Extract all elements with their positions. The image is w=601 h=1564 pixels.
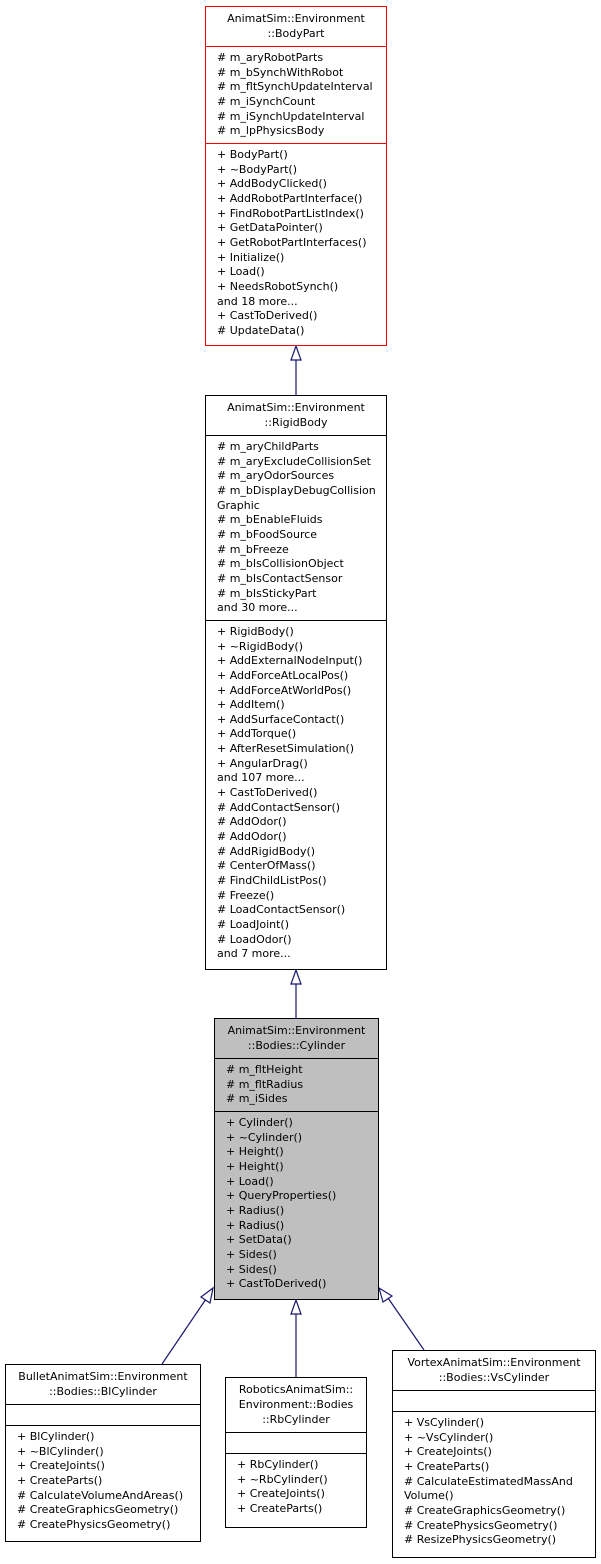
method[interactable]: + FindRobotPartListIndex() (217, 206, 364, 220)
method[interactable]: + CreateParts() (17, 1473, 103, 1487)
class-rbcylinder-methods (226, 1453, 366, 1521)
title-line: ::Bodies::VsCylinder (438, 1371, 550, 1384)
method[interactable]: # LoadContactSensor() (217, 903, 346, 917)
attribute[interactable]: # m_aryExcludeCollisionSet (217, 454, 371, 468)
method[interactable]: + VsCylinder() (404, 1416, 485, 1429)
attribute[interactable]: # m_bEnableFluids (217, 513, 323, 527)
class-bodypart-attributes (206, 46, 386, 143)
more-link[interactable]: and 107 more... (217, 771, 305, 785)
class-vscylinder-methods (393, 1411, 595, 1552)
title-line: Environment::Bodies (238, 1398, 354, 1411)
method[interactable]: + CreateParts() (237, 1501, 323, 1515)
more-link[interactable]: and 7 more... (217, 947, 291, 961)
class-rigidbody-attributes (206, 435, 386, 620)
method[interactable]: # CreateGraphicsGeometry() (17, 1503, 179, 1517)
class-bodypart-methods (206, 143, 386, 343)
method[interactable]: # LoadJoint() (217, 918, 289, 931)
edge-vscylinder-cylinder (388, 1298, 424, 1350)
method[interactable]: + CreateJoints() (237, 1487, 325, 1501)
method[interactable]: # LoadOdor() (217, 932, 292, 946)
attribute: # m_fltRadius (226, 1077, 304, 1091)
attribute[interactable]: # m_bIsCollisionObject (217, 557, 344, 571)
method: + CastToDerived() (226, 1277, 327, 1291)
attribute[interactable]: # m_fltSynchUpdateInterval (217, 80, 373, 94)
method[interactable]: + AddSurfaceContact() (217, 712, 345, 726)
attribute[interactable]: # m_iSynchCount (217, 94, 316, 108)
attribute[interactable]: # m_aryChildParts (217, 440, 319, 453)
method[interactable]: + CreateParts() (404, 1459, 490, 1473)
class-cylinder (214, 1018, 379, 1300)
class-rigidbody-title (206, 396, 386, 435)
title-line: BulletAnimatSim::Environment (18, 1370, 188, 1383)
method[interactable]: + NeedsRobotSynch() (217, 279, 339, 293)
attribute[interactable]: # m_bSynchWithRobot (217, 65, 344, 79)
class-rigidbody-methods (206, 620, 386, 966)
class-rbcylinder-title (226, 1378, 366, 1432)
attribute[interactable]: # m_iSynchUpdateInterval (217, 109, 365, 123)
attribute[interactable]: # m_bFreeze (217, 542, 289, 556)
method: + Sides() (226, 1262, 277, 1276)
method[interactable]: + ~RigidBody() (217, 639, 304, 653)
class-blcylinder-attributes (6, 1404, 200, 1425)
class-blcylinder-methods (6, 1425, 200, 1537)
method: + Radius() (226, 1218, 285, 1232)
method: + SetData() (226, 1233, 292, 1247)
method[interactable]: # CenterOfMass() (217, 859, 316, 873)
method[interactable]: + CreateJoints() (404, 1445, 492, 1459)
edge-blcylinder-cylinder (162, 1299, 206, 1364)
method[interactable]: + ~RbCylinder() (237, 1472, 328, 1486)
edge-arrow-cylinder-center (291, 1300, 301, 1314)
method[interactable]: + CastToDerived() (217, 786, 318, 800)
method[interactable]: # ResizePhysicsGeometry() (404, 1533, 557, 1547)
method[interactable]: # AddContactSensor() (217, 800, 341, 814)
class-vscylinder-attributes (393, 1390, 595, 1411)
method[interactable]: + GetRobotPartInterfaces() (217, 235, 367, 249)
class-rbcylinder-attributes (226, 1432, 366, 1453)
edge-arrow-cylinder-left (201, 1288, 213, 1303)
title-line: RoboticsAnimatSim:: (238, 1383, 354, 1396)
attribute[interactable]: # m_aryRobotParts (217, 51, 324, 64)
method[interactable]: + AddBodyClicked() (217, 177, 327, 191)
method[interactable]: + AddForceAtLocalPos() (217, 668, 349, 682)
method[interactable]: # FindChildListPos() (217, 874, 327, 888)
attribute[interactable]: # m_aryOdorSources (217, 469, 335, 483)
method[interactable]: + CastToDerived() (217, 309, 318, 323)
method[interactable]: + ~BlCylinder() (17, 1444, 104, 1458)
more-link[interactable]: and 30 more... (217, 601, 298, 615)
method[interactable]: + RbCylinder() (237, 1458, 319, 1471)
class-vscylinder-title (393, 1351, 595, 1390)
edge-arrow-rigidbody (291, 970, 301, 984)
attribute[interactable]: # m_bIsContactSensor (217, 571, 343, 585)
class-bodypart-title (206, 7, 386, 46)
title-line: VortexAnimatSim::Environment (407, 1356, 581, 1369)
method: + Height() (226, 1145, 284, 1159)
title-line: ::Bodies::BlCylinder (49, 1385, 157, 1398)
title-line: ::BodyPart (267, 27, 325, 40)
class-rigidbody[interactable] (205, 395, 387, 970)
title-line: ::RbCylinder (262, 1413, 330, 1426)
title-line: ::Bodies::Cylinder (247, 1039, 346, 1052)
method[interactable]: # CreatePhysicsGeometry() (404, 1518, 558, 1532)
more-link[interactable]: and 18 more... (217, 294, 298, 308)
method[interactable]: + AddTorque() (217, 727, 297, 741)
method: + QueryProperties() (226, 1189, 337, 1203)
class-blcylinder[interactable] (5, 1364, 201, 1542)
method[interactable]: + Load() (217, 265, 265, 279)
attribute: # m_fltHeight (226, 1063, 303, 1076)
method[interactable]: + AngularDrag() (217, 756, 308, 770)
method[interactable]: + CreateJoints() (17, 1459, 105, 1473)
method: + Height() (226, 1159, 284, 1173)
method[interactable]: + AddForceAtWorldPos() (217, 683, 352, 697)
method[interactable]: # Freeze() (217, 888, 275, 902)
title-line: AnimatSim::Environment (227, 1024, 366, 1037)
attribute[interactable]: # m_bDisplayDebugCollision Graphic (217, 483, 376, 512)
method[interactable]: + Initialize() (217, 250, 285, 264)
method: + ~Cylinder() (226, 1130, 303, 1144)
method[interactable]: + AddExternalNodeInput() (217, 654, 363, 668)
method[interactable]: + AfterResetSimulation() (217, 742, 355, 756)
edge-arrow-cylinder-right (379, 1288, 392, 1302)
method[interactable]: # UpdateData() (217, 323, 305, 337)
method[interactable]: # CreateGraphicsGeometry() (404, 1503, 566, 1517)
method[interactable]: # CalculateEstimatedMassAnd Volume() (404, 1474, 573, 1503)
method: + Sides() (226, 1247, 277, 1261)
method[interactable]: # AddOdor() (217, 815, 287, 829)
method[interactable]: + BodyPart() (217, 147, 288, 161)
method[interactable]: + ~VsCylinder() (404, 1430, 494, 1444)
method: + Load() (226, 1174, 274, 1188)
attribute[interactable]: # m_bFoodSource (217, 527, 318, 541)
class-blcylinder-title (6, 1365, 200, 1404)
title-line: AnimatSim::Environment (227, 401, 365, 414)
class-cylinder-title (215, 1019, 378, 1058)
method[interactable]: + RigidBody() (217, 624, 294, 638)
method[interactable]: + GetDataPointer() (217, 221, 323, 235)
method[interactable]: + BlCylinder() (17, 1430, 95, 1443)
class-cylinder-methods (215, 1111, 378, 1296)
class-vscylinder[interactable] (392, 1350, 596, 1558)
attribute[interactable]: # m_lpPhysicsBody (217, 124, 325, 138)
class-cylinder-attributes (215, 1058, 378, 1111)
class-rbcylinder[interactable] (225, 1377, 367, 1528)
method[interactable]: + ~BodyPart() (217, 162, 297, 176)
method: + Radius() (226, 1203, 285, 1217)
title-line: AnimatSim::Environment (227, 12, 365, 25)
method: + Cylinder() (226, 1115, 293, 1129)
edge-arrow-bodypart (291, 346, 301, 360)
method[interactable]: # CalculateVolumeAndAreas() (17, 1488, 184, 1502)
method[interactable]: + AddRobotPartInterface() (217, 191, 363, 205)
attribute: # m_iSides (226, 1092, 288, 1106)
method[interactable]: + AddItem() (217, 698, 285, 712)
method[interactable]: # CreatePhysicsGeometry() (17, 1517, 171, 1531)
attribute[interactable]: # m_bIsStickyPart (217, 586, 317, 600)
method[interactable]: # AddRigidBody() (217, 844, 316, 858)
class-bodypart[interactable] (205, 6, 387, 346)
title-line: ::RigidBody (264, 416, 328, 429)
method[interactable]: # AddOdor() (217, 830, 287, 844)
